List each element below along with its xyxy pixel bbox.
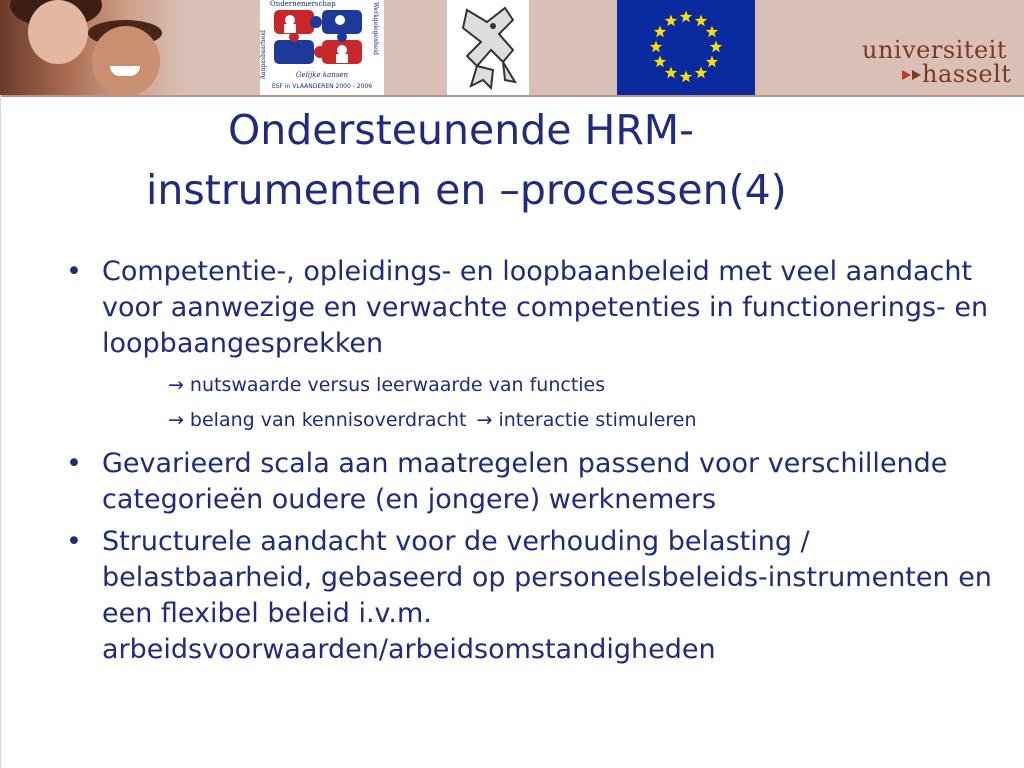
- slide-title-line1: Ondersteunende HRM-: [228, 106, 694, 154]
- sub-text: nutswaarde versus leerwaarde van functies: [189, 374, 606, 396]
- sub-item: [62, 368, 1002, 403]
- esf-top-text: Ondernemerschap: [270, 0, 336, 8]
- eu-star-icon: [706, 26, 718, 38]
- header-divider: [0, 95, 1024, 97]
- esf-logo: [260, 0, 384, 95]
- bullet-dot-icon: •: [66, 526, 82, 557]
- flemish-lion-logo-icon: [447, 0, 529, 95]
- eu-star-icon: [650, 41, 662, 53]
- right-arrow-icon: →: [168, 374, 184, 396]
- sub-item: [62, 403, 1002, 438]
- right-arrow-icon: →: [168, 409, 184, 431]
- esf-side-right-text: Werkgelegenheid: [372, 2, 379, 56]
- eu-star-icon: [654, 56, 666, 68]
- esf-caption-main: Gelijke kansen: [295, 71, 349, 79]
- university-logo-line1: universiteit: [862, 36, 1007, 64]
- left-divider: [0, 95, 1, 768]
- esf-puzzle-logo-icon: [266, 6, 366, 68]
- bullet-dot-icon: •: [66, 256, 82, 287]
- eu-flag-icon: [617, 0, 755, 95]
- eu-star-icon: [665, 15, 677, 27]
- bullet-item: [62, 446, 1002, 518]
- sub-text: interactie stimuleren: [498, 409, 697, 431]
- eu-star-icon: [710, 41, 722, 53]
- university-hasselt-logo: [862, 38, 1011, 86]
- eu-star-icon: [695, 66, 707, 78]
- esf-caption-bottom: ESF in VLAANDEREN 2000 - 2006: [271, 83, 373, 90]
- bullet-text: Gevarieerd scala aan maatregelen passend voor verschillende categorieën oudere (en jongere) werknemers: [102, 448, 948, 515]
- play-arrows-icon: [902, 70, 922, 80]
- bullet-list: [62, 254, 1002, 674]
- bullet-text: Competentie-, opleidings- en loopbaanbeleid met veel aandacht voor aanwezige en verwachte competenties in functionerings- en loopbaangesprekken: [102, 256, 989, 359]
- eu-star-icon: [680, 11, 692, 23]
- bullet-text: Structurele aandacht voor de verhouding belasting / belastbaarheid, gebaseerd op personeelsbeleids-instrumenten en een flexibel beleid i.v.m. arbeidsvoorwaarden/arbeidsomstandigheden: [102, 526, 992, 665]
- eu-star-icon: [654, 26, 666, 38]
- esf-side-left-text: Aanpasbaarheid: [260, 30, 267, 80]
- bullet-item: [62, 254, 1002, 362]
- slide-title-line2: instrumenten en –processen(4): [146, 166, 787, 214]
- header-band: [0, 0, 1024, 95]
- eu-star-icon: [665, 66, 677, 78]
- university-logo-line2: hasselt: [922, 60, 1012, 88]
- university-logo-line2-wrap: [862, 62, 1011, 86]
- eu-star-icon: [695, 15, 707, 27]
- slide-title: [146, 100, 1006, 220]
- bullet-item: [62, 524, 1002, 668]
- eu-star-icon: [680, 71, 692, 83]
- sub-text: belang van kennisoverdracht: [189, 409, 467, 431]
- couple-photo-icon: [0, 0, 185, 95]
- bullet-dot-icon: •: [66, 448, 82, 479]
- eu-star-icon: [706, 56, 718, 68]
- right-arrow-icon: →: [476, 409, 493, 431]
